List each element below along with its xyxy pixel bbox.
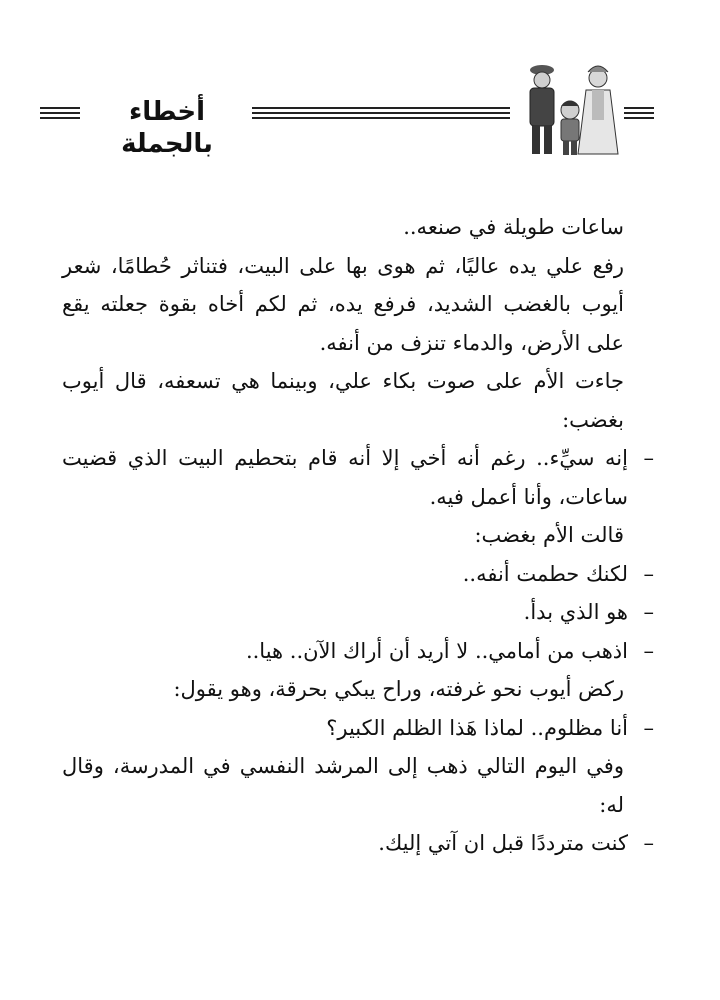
dialogue-text: اذهب من أمامي.. لا أريد أن أراك الآن.. هيا..	[245, 638, 628, 663]
dialogue-text: إنه سيِّء.. رغم أنه أخي إلا أنه قام بتحطيم البيت الذي قضيت ساعات، وأنا أعمل فيه.	[62, 446, 628, 509]
header-rule-left	[40, 107, 80, 119]
dialogue-line	[62, 555, 654, 594]
header-rule-middle	[252, 107, 510, 119]
dialogue-dash: –	[643, 831, 654, 855]
dialogue-dash: –	[643, 600, 654, 624]
dialogue-dash: –	[643, 638, 654, 663]
paragraph: وفي اليوم التالي ذهب إلى المرشد النفسي في المدرسة، وقال له:	[62, 754, 624, 817]
dialogue-line	[62, 632, 654, 671]
dialogue-text: أنا مظلوم.. لماذا هَذا الظلم الكبير؟	[326, 715, 628, 740]
dialogue-text: كنت مترددًا قبل ان آتي إليك.	[378, 831, 628, 855]
paragraph: جاءت الأم على صوت بكاء علي، وبينما هي تسعفه، قال أيوب بغضب:	[62, 369, 624, 432]
page-body	[62, 208, 654, 863]
dialogue-dash: –	[643, 715, 654, 740]
dialogue-line	[62, 593, 654, 632]
paragraph: قالت الأم بغضب:	[474, 523, 624, 547]
dialogue-line	[62, 824, 654, 863]
paragraph: ركض أيوب نحو غرفته، وراح يبكي بحرقة، وهو يقول:	[173, 677, 624, 701]
paragraph: رفع علي يده عاليًا، ثم هوى بها على البيت، فتناثر حُطامًا، شعر أيوب بالغضب الشديد، فرفع يده، ثم لكم أخاه بقوة جعلته يقع على الأرض، والدماء تنزف من أنفه.	[62, 253, 624, 355]
family-illustration	[512, 60, 620, 160]
dialogue-dash: –	[643, 446, 654, 470]
header-rule-right	[624, 107, 654, 119]
dialogue-text: هو الذي بدأ.	[523, 600, 628, 624]
dialogue-dash: –	[643, 561, 654, 586]
page-header	[0, 60, 720, 170]
dialogue-line	[62, 439, 654, 516]
paragraph: ساعات طويلة في صنعه..	[403, 215, 624, 239]
dialogue-text: لكنك حطمت أنفه..	[462, 561, 628, 586]
page-title: أخطاء بالجملة	[121, 97, 213, 159]
dialogue-line	[62, 709, 654, 748]
